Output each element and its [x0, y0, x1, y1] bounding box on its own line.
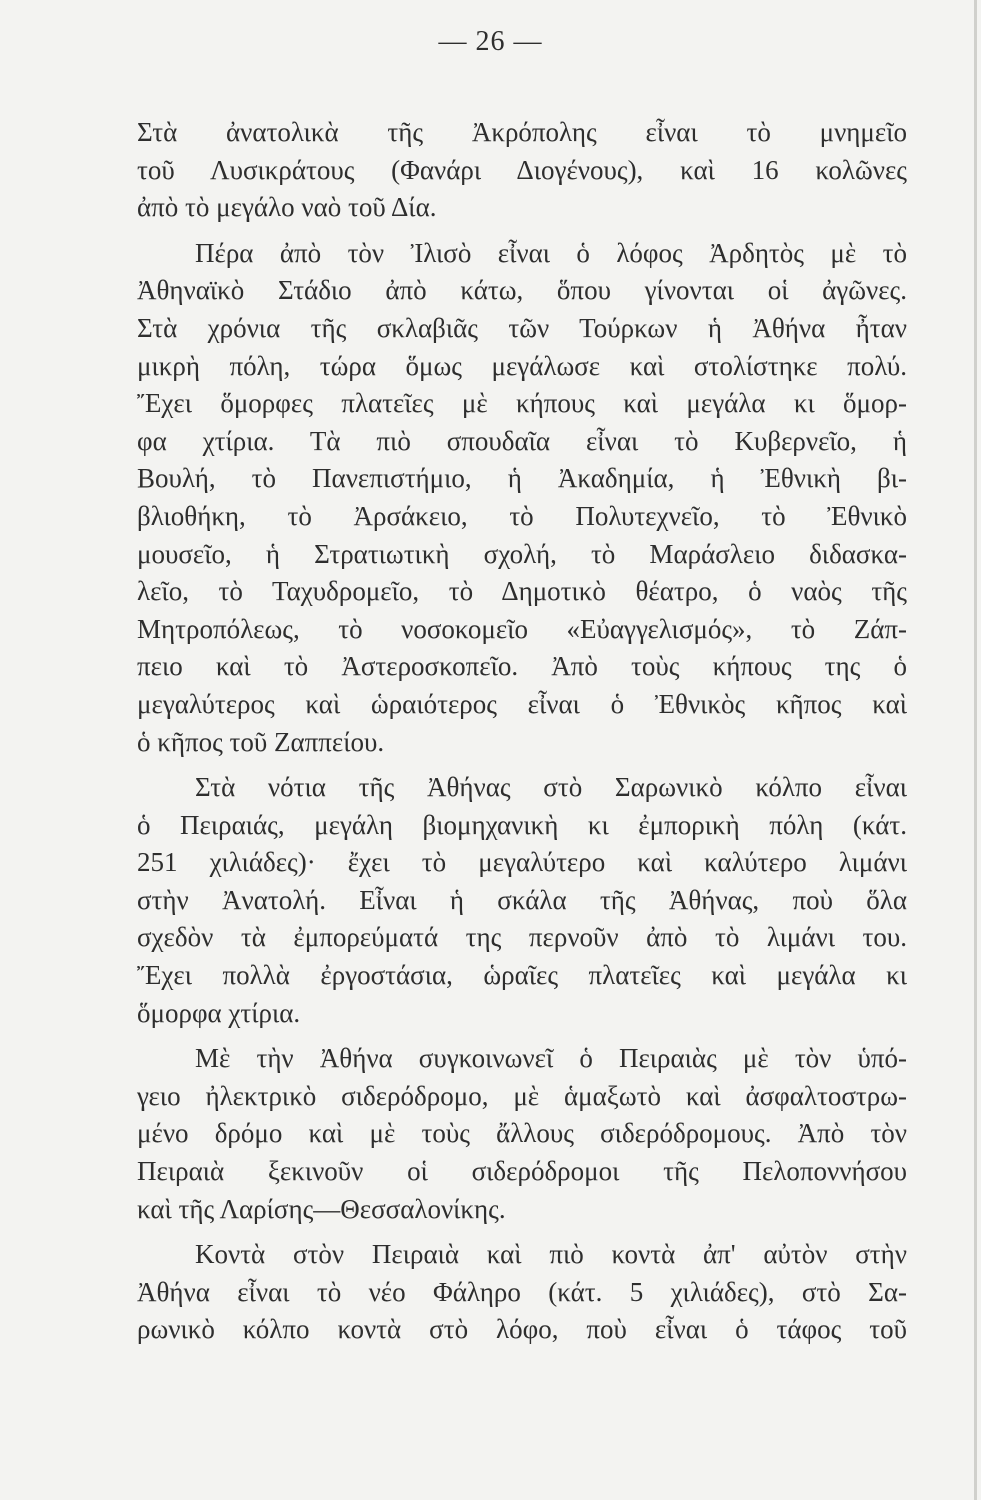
text-line: Ἀθήνα εἶναι τὸ νέο Φάληρο (κάτ. 5 χιλιάδες), στὸ Σα-	[137, 1276, 907, 1307]
text-line: ὅμορφα χτίρια.	[137, 997, 301, 1028]
text-line: καὶ τῆς Λαρίσης—Θεσσαλονίκης.	[137, 1193, 506, 1224]
text-line: φα χτίρια. Τὰ πιὸ σπουδαῖα εἶναι τὸ Κυβερνεῖο, ἡ	[137, 425, 907, 456]
text-line: λεῖο, τὸ Ταχυδρομεῖο, τὸ Δημοτικὸ θέατρο, ὁ ναὸς τῆς	[137, 576, 907, 607]
paragraph	[137, 235, 907, 761]
text-line: Στὰ χρόνια τῆς σκλαβιᾶς τῶν Τούρκων ἡ Ἀθήνα ἦταν	[137, 312, 907, 343]
text-line: Βουλή, τὸ Πανεπιστήμιο, ἡ Ἀκαδημία, ἡ Ἐθνικὴ βι-	[137, 463, 907, 494]
text-line: ὁ Πειραιάς, μεγάλη βιομηχανικὴ κι ἐμπορικὴ πόλη (κάτ.	[137, 809, 907, 840]
text-line: ρωνικὸ κόλπο κοντὰ στὸ λόφο, ποὺ εἶναι ὁ τάφος τοῦ	[137, 1314, 907, 1345]
text-line: ἀπὸ τὸ μεγάλο ναὸ τοῦ Δία.	[137, 192, 437, 223]
paragraph	[137, 1236, 907, 1349]
page-number: — 26 —	[438, 26, 543, 57]
text-line: Στὰ νότια τῆς Ἀθήνας στὸ Σαρωνικὸ κόλπο εἶναι	[195, 772, 907, 803]
paragraph	[137, 1040, 907, 1228]
text-line: βλιοθήκη, τὸ Ἀρσάκειο, τὸ Πολυτεχνεῖο, τὸ Ἐθνικὸ	[137, 500, 907, 531]
text-line: 251 χιλιάδες)· ἔχει τὸ μεγαλύτερο καὶ καλύτερο λιμάνι	[137, 847, 907, 878]
text-line: στὴν Ἀνατολή. Εἶναι ἡ σκάλα τῆς Ἀθήνας, ποὺ ὅλα	[137, 884, 907, 915]
text-line: πειο καὶ τὸ Ἀστεροσκοπεῖο. Ἀπὸ τοὺς κήπους της ὁ	[137, 651, 907, 682]
text-line: Μητροπόλεως, τὸ νοσοκομεῖο «Εὐαγγελισμός», τὸ Ζάπ-	[137, 613, 907, 644]
text-line: Ἀθηναϊκὸ Στάδιο ἀπὸ κάτω, ὅπου γίνονται οἱ ἀγῶνες.	[137, 275, 907, 306]
text-line: Πειραιὰ ξεκινοῦν οἱ σιδερόδρομοι τῆς Πελοποννήσου	[137, 1156, 907, 1187]
body-text	[137, 114, 907, 1357]
text-line: τοῦ Λυσικράτους (Φανάρι Διογένους), καὶ 16 κολῶνες	[137, 154, 907, 185]
text-line: Πέρα ἀπὸ τὸν Ἰλισὸ εἶναι ὁ λόφος Ἀρδητὸς μὲ τὸ	[195, 237, 907, 268]
text-line: Μὲ τὴν Ἀθήνα συγκοινωνεῖ ὁ Πειραιὰς μὲ τὸν ὑπό-	[195, 1043, 907, 1074]
paragraph	[137, 114, 907, 227]
text-line: σχεδὸν τὰ ἐμπορεύματά της περνοῦν ἀπὸ τὸ λιμάνι του.	[137, 922, 907, 953]
text-line: Ἔχει ὅμορφες πλατεῖες μὲ κήπους καὶ μεγάλα κι ὅμορ-	[137, 388, 907, 419]
text-line: Στὰ ἀνατολικὰ τῆς Ἀκρόπολης εἶναι τὸ μνημεῖο	[137, 117, 907, 147]
text-line: Ἔχει πολλὰ ἐργοστάσια, ὡραῖες πλατεῖες καὶ μεγάλα κι	[137, 960, 907, 991]
text-line: γειο ἠλεκτρικὸ σιδερόδρομο, μὲ ἁμαξωτὸ καὶ ἀσφαλτοστρω-	[137, 1080, 907, 1111]
text-line: μικρὴ πόλη, τώρα ὅμως μεγάλωσε καὶ στολίστηκε πολύ.	[137, 350, 907, 381]
text-line: ὁ κῆπος τοῦ Ζαππείου.	[137, 726, 385, 757]
paragraph	[137, 769, 907, 1032]
text-line: μένο δρόμο καὶ μὲ τοὺς ἄλλους σιδερόδρομους. Ἀπὸ τὸν	[137, 1118, 907, 1149]
text-line: Κοντὰ στὸν Πειραιὰ καὶ πιὸ κοντὰ ἀπ' αὐτὸν στὴν	[195, 1239, 907, 1270]
text-line: μουσεῖο, ἡ Στρατιωτικὴ σχολή, τὸ Μαράσλειο διδασκα-	[137, 538, 907, 569]
text-line: μεγαλύτερος καὶ ὡραιότερος εἶναι ὁ Ἐθνικὸς κῆπος καὶ	[137, 688, 907, 719]
scan-edge	[974, 0, 977, 1500]
